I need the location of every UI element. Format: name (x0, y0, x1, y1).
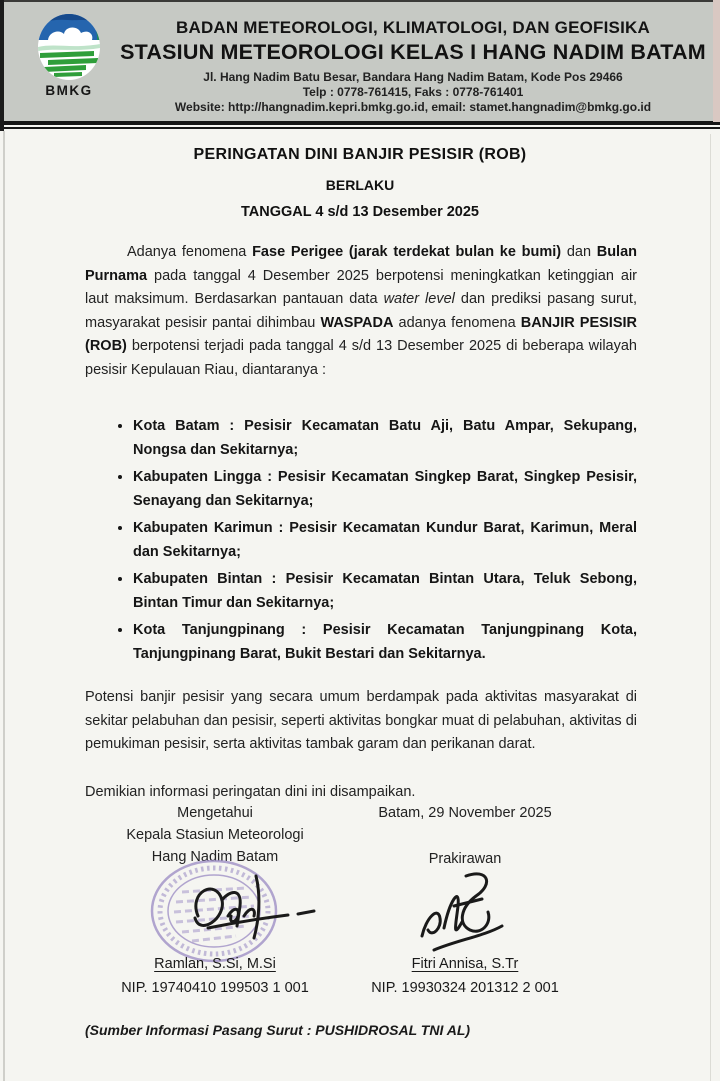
list-item-kabupaten-karimun: • Kabupaten Karimun : Pesisir Kecamatan Kundur Barat, Karimun, Meral dan Sekitarnya; (133, 516, 637, 564)
bmkg-logo-label: BMKG (45, 83, 93, 98)
intro-paragraph: Adanya fenomena Fase Perigee (jarak terdekat bulan ke bumi) dan Bulan Purnama pada tanggal 4 Desember 2025 berpotensi meningkatkan ketinggian air laut maksimum. Berdasarkan pantauan data water level dan prediksi pasang surut, masyarakat pesisir pantai dihimbau WASPADA adanya fenomena BANJIR PESISIR (ROB) berpotensi terjadi pada tanggal 4 s/d 13 Desember 2025 di beberapa wilayah pesisir Kepulauan Riau, diantaranya : (85, 244, 637, 378)
approver-nip: NIP. 19740410 199503 1 001 (121, 980, 309, 996)
scan-edge-top (0, 0, 720, 2)
signature-ramlan (168, 862, 328, 967)
letterhead (0, 0, 720, 122)
validity-dates: TANGGAL 4 s/d 13 Desember 2025 (240, 204, 479, 220)
list-item-kabupaten-lingga: • Kabupaten Lingga : Pesisir Kecamatan Singkep Barat, Singkep Pesisir, Senayang dan Sekitarnya; (133, 465, 637, 513)
forecaster-nip: NIP. 19930324 201312 2 001 (371, 980, 559, 996)
header-divider (0, 121, 720, 129)
letterhead-text (118, 18, 708, 115)
list-item-kabupaten-bintan: • Kabupaten Bintan : Pesisir Kecamatan Bintan Utara, Teluk Sebong, Bintan Timur dan Sekitarnya; (133, 567, 637, 615)
approver-heading-line1: Mengetahui (177, 805, 253, 821)
scan-edge-right-faint (710, 134, 711, 1081)
full-moon-phrase: Bulan Purnama (85, 244, 637, 284)
date-line: Batam, 29 November 2025 (378, 805, 552, 821)
address-line: Jl. Hang Nadim Batu Besar, Bandara Hang Nadim Batam, Kode Pos 29466 (203, 70, 623, 84)
org-name-line2: STASIUN METEOROLOGI KELAS I HANG NADIM BATAM (120, 40, 706, 64)
scan-edge-left-dark (0, 0, 4, 131)
forecaster-name: Fitri Annisa, S.Tr (411, 956, 519, 972)
forecaster-heading (355, 802, 575, 870)
document-title: PERINGATAN DINI BANJIR PESISIR (ROB) (193, 146, 527, 163)
waspada-term: WASPADA (320, 314, 394, 331)
bmkg-logo (36, 14, 102, 98)
source-note: (Sumber Informasi Pasang Surut : PUSHIDROSAL TNI AL) (85, 1022, 471, 1038)
list-item-kota-batam: • Kota Batam : Pesisir Kecamatan Batu Aji, Batu Ampar, Sekupang, Nongsa dan Sekitarnya; (133, 414, 637, 462)
website-line: Website: http://hangnadim.kepri.bmkg.go.id, email: stamet.hangnadim@bmkg.go.id (174, 100, 652, 114)
title-block (0, 146, 720, 220)
validity-label: BERLAKU (325, 177, 395, 193)
perigee-phrase: Fase Perigee (jarak terdekat bulan ke bumi) (252, 244, 562, 260)
approver-heading-line3: Hang Nadim Batam (151, 849, 279, 865)
water-level-term: water level (383, 291, 455, 307)
affected-areas-list (85, 414, 637, 669)
closing-line: Demikian informasi peringatan dini ini disampaikan. (85, 784, 416, 800)
impact-paragraph: Potensi banjir pesisir yang secara umum berdampak pada aktivitas masyarakat di sekitar pelabuhan dan pesisir, seperti aktivitas bongkar muat di pelabuhan, aktivitas di pemukiman pesisir, serta aktivitas tambak garam dan perikanan darat. (85, 689, 637, 752)
org-name-line1: BADAN METEOROLOGI, KLIMATOLOGI, DAN GEOFISIKA (176, 18, 650, 37)
signature-fitri (408, 866, 538, 967)
approver-name: Ramlan, S.Si, M.Si (154, 956, 276, 972)
intro-text: Adanya fenomena (127, 244, 253, 260)
rob-term: BANJIR PESISIR (ROB) (85, 314, 637, 354)
bmkg-logo-icon (38, 14, 100, 80)
approver-heading-line2: Kepala Stasiun Meteorologi (126, 827, 304, 843)
scan-edge-left-faint (3, 131, 5, 1081)
list-item-kota-tanjungpinang: • Kota Tanjungpinang : Pesisir Kecamatan Tanjungpinang Kota, Tanjungpinang Barat, Bukit Bestari dan Sekitarnya. (133, 618, 637, 666)
forecaster-role: Prakirawan (428, 851, 502, 867)
phone-line: Telp : 0778-761415, Faks : 0778-761401 (302, 85, 524, 99)
scan-edge-right-header (713, 0, 720, 122)
